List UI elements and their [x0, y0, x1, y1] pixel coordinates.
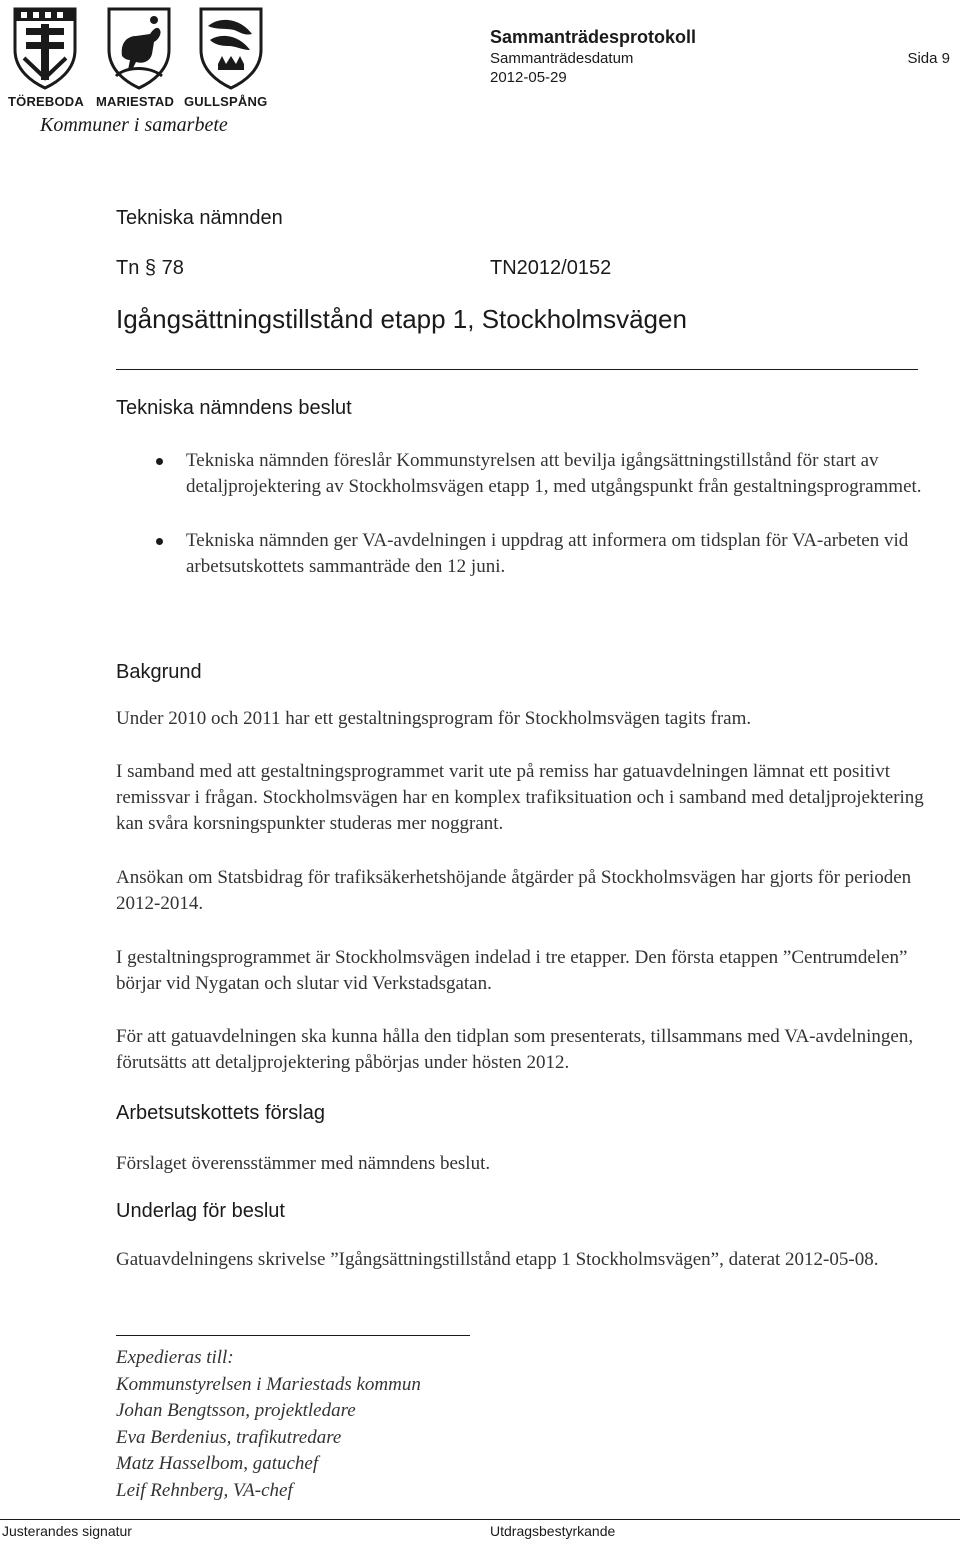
list-item-text: Tekniska nämnden föreslår Kommunstyrelsen att bevilja igångsättningstillstånd för start av detaljprojektering av Stockholmsvägen etapp 1, med utgångspunkt från gestaltningsprogrammet.	[186, 450, 922, 497]
list-item	[150, 528, 940, 580]
list-item-text: Tekniska nämnden ger VA-avdelningen i uppdrag att informera om tidsplan för VA-arbeten vid arbetsutskottets sammanträde den 12 juni.	[186, 530, 909, 577]
list-item	[150, 448, 940, 500]
bullet-icon	[156, 458, 163, 465]
municipality-logos	[8, 4, 268, 136]
distribution-list	[116, 1372, 421, 1505]
divider	[116, 369, 918, 370]
paragraph: Ansökan om Statsbidrag för trafiksäkerhetshöjande åtgärder på Stockholmsvägen har gjorts för perioden 2012-2014.	[116, 867, 912, 914]
paragraph: I samband med att gestaltningsprogrammet varit ute på remiss har gatuavdelningen lämnat ett positivt remissvar i frågan. Stockholmsvägen har en komplex trafiksituation och i samband med detaljprojektering kan svåra korsningspunkter studeras mer noggrant.	[116, 761, 924, 834]
paragraph: Gatuavdelningens skrivelse ”Igångsättningstillstånd etapp 1 Stockholmsvägen”, daterat 2012-05-08.	[116, 1249, 879, 1270]
toreboda-coat-of-arms-icon	[12, 6, 78, 90]
paragraph: I gestaltningsprogrammet är Stockholmsvägen indelad i tre etapper. Den första etappen ”Centrumdelen” börjar vid Nygatan och slutar vid Verkstadsgatan.	[116, 947, 908, 994]
document-type: Sammanträdesprotokoll	[490, 27, 697, 47]
municipality-name: TÖREBODA	[8, 94, 84, 109]
section-heading: Tekniska nämndens beslut	[116, 397, 352, 419]
section-heading: Bakgrund	[116, 661, 202, 683]
case-title: Igångsättningstillstånd etapp 1, Stockholmsvägen	[116, 304, 687, 334]
divider	[116, 1335, 470, 1336]
list-item: Matz Hasselbom, gatuchef	[116, 1453, 319, 1474]
list-item: Kommunstyrelsen i Mariestads kommun	[116, 1373, 421, 1395]
gullspang-coat-of-arms-icon	[198, 6, 264, 90]
footer-signature-label: Justerandes signatur	[2, 1523, 132, 1539]
tagline: Kommuner i samarbete	[40, 114, 228, 136]
footer-divider	[0, 1519, 960, 1520]
paragraph: Förslaget överensstämmer med nämndens beslut.	[116, 1153, 491, 1174]
committee-name: Tekniska nämnden	[116, 207, 283, 229]
section-heading: Underlag för beslut	[116, 1200, 285, 1222]
page-number: Sida 9	[907, 50, 950, 67]
case-number: TN2012/0152	[490, 257, 612, 279]
municipality-name: GULLSPÅNG	[184, 94, 268, 109]
meeting-date: 2012-05-29	[490, 69, 567, 86]
decision-list	[150, 448, 940, 580]
distribution-heading: Expedieras till:	[116, 1347, 234, 1368]
meeting-date-label: Sammanträdesdatum	[490, 50, 634, 67]
list-item: Eva Berdenius, trafikutredare	[116, 1426, 342, 1448]
case-paragraph: Tn § 78	[116, 257, 184, 279]
list-item: Johan Bengtsson, projektledare	[116, 1400, 356, 1421]
section-heading: Arbetsutskottets förslag	[116, 1102, 325, 1124]
list-item: Leif Rehnberg, VA-chef	[116, 1479, 293, 1501]
document-header	[490, 26, 952, 86]
bullet-icon	[156, 538, 163, 545]
municipality-name: MARIESTAD	[96, 94, 175, 109]
paragraph: Under 2010 och 2011 har ett gestaltningsprogram för Stockholmsvägen tagits fram.	[116, 708, 752, 729]
mariestad-coat-of-arms-icon	[106, 6, 172, 90]
footer-certification-label: Utdragsbestyrkande	[490, 1523, 616, 1539]
paragraph: För att gatuavdelningen ska kunna hålla den tidplan som presenterats, tillsammans med VA-avdelningen, förutsätts att detaljprojektering påbörjas under hösten 2012.	[116, 1026, 914, 1073]
